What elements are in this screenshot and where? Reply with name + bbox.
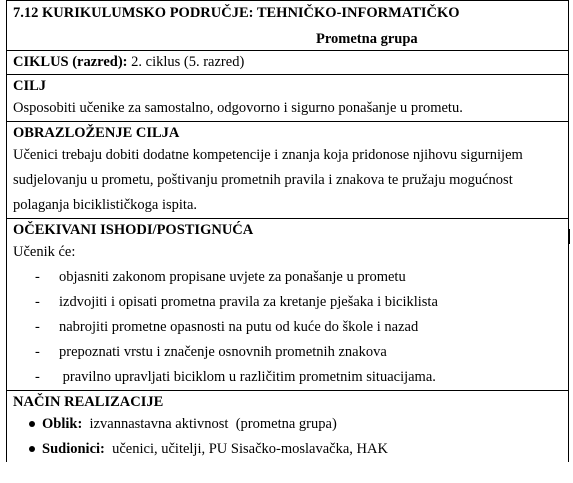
realization-heading: NAČIN REALIZACIJE	[13, 394, 164, 410]
cycle-value: 2. ciklus (5. razred)	[127, 54, 245, 70]
realization-list	[13, 412, 568, 462]
cycle-section	[6, 51, 569, 75]
rationale-line: sudjelovanju u prometu, poštivanju prometnih pravila i znakova te pružaju mogućnost	[13, 172, 513, 188]
outcomes-section	[6, 219, 569, 391]
list-item: Sudionici: učenici, učitelji, PU Sisačko-moslavačka, HAK	[13, 437, 568, 462]
outcomes-list	[13, 265, 568, 390]
list-item: - objasniti zakonom propisane uvjete za ponašanje u prometu	[13, 265, 568, 290]
outcomes-intro: Učenik će:	[13, 244, 76, 260]
list-item: - nabrojiti prometne opasnosti na putu od kuće do škole i nazad	[13, 315, 568, 340]
dash-marker: -	[35, 369, 40, 385]
document-title: 7.12 KURIKULUMSKO PODRUČJE: TEHNIČKO-INFORMATIČKO	[13, 5, 460, 21]
rationale-line: Učenici trebaju dobiti dodatne kompetencije i znanja koja pridonose njihovu sigurnijem	[13, 147, 523, 163]
list-item: - prepoznati vrstu i značenje osnovnih prometnih znakova	[13, 340, 568, 365]
goal-heading: CILJ	[13, 78, 47, 94]
rationale-line: polaganja biciklističkoga ispita.	[13, 197, 198, 213]
text-cursor	[568, 229, 570, 244]
rationale-heading: OBRAZLOŽENJE CILJA	[13, 125, 180, 141]
dash-marker: -	[35, 294, 40, 310]
goal-text: Osposobiti učenike za samostalno, odgovorno i sigurno ponašanje u prometu.	[13, 100, 463, 116]
list-item: - izdvojiti i opisati prometna pravila za kretanje pješaka i biciklista	[13, 290, 568, 315]
document-subtitle: Prometna grupa	[316, 31, 418, 47]
outcomes-heading: OČEKIVANI ISHODI/POSTIGNUĆA	[13, 222, 254, 238]
title-section	[6, 0, 569, 51]
bullet-icon	[29, 446, 35, 452]
dash-marker: -	[35, 319, 40, 335]
bullet-icon	[29, 421, 35, 427]
rationale-section	[6, 122, 569, 219]
dash-marker: -	[35, 344, 40, 360]
realization-section	[6, 391, 569, 462]
list-item: Oblik: izvannastavna aktivnost (prometna grupa)	[13, 412, 568, 437]
dash-marker: -	[35, 269, 40, 285]
list-item: - pravilno upravljati biciklom u različitim prometnim situacijama.	[13, 365, 568, 390]
cycle-label: CIKLUS (razred):	[13, 54, 128, 70]
curriculum-document	[6, 0, 569, 462]
goal-section	[6, 75, 569, 122]
